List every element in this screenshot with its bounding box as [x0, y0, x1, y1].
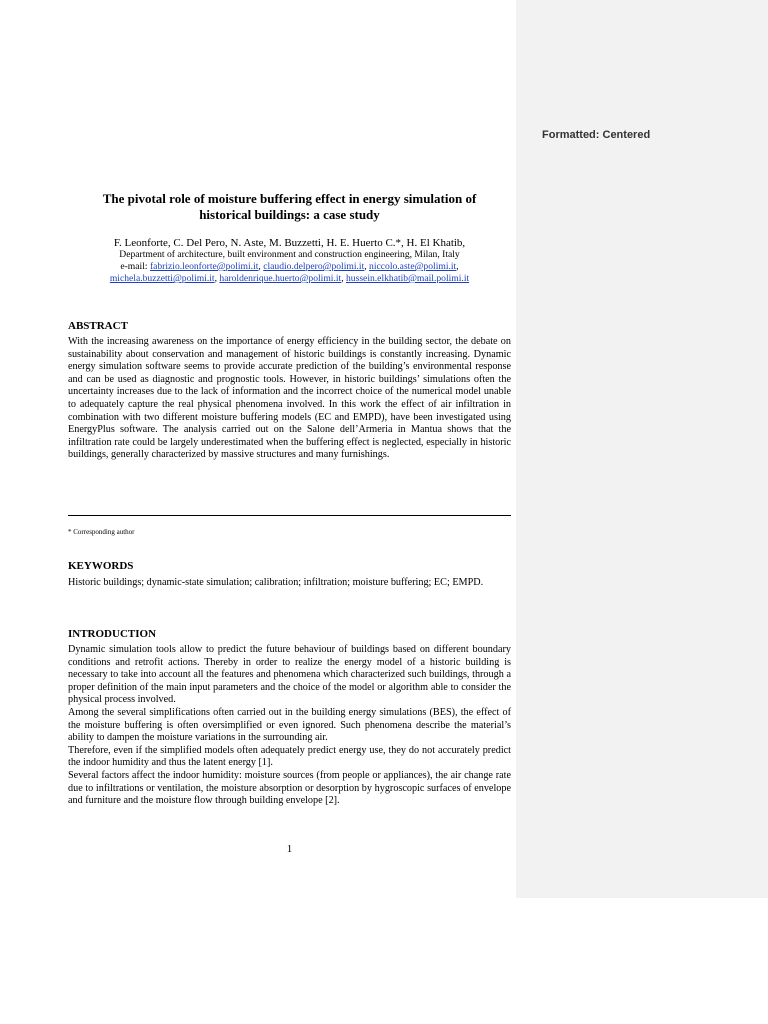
email-line-1: e-mail: fabrizio.leonforte@polimi.it, claudio.delpero@polimi.it, niccolo.aste@polimi.it, — [120, 261, 459, 272]
affiliation-block — [68, 249, 511, 285]
paper-title-line2: historical buildings: a case study — [199, 207, 380, 222]
email-link[interactable]: haroldenrique.huerto@polimi.it — [219, 273, 342, 284]
intro-paragraph: Dynamic simulation tools allow to predict the future behaviour of buildings based on different boundary conditions and retrofit actions. Thereby in order to realize the energy model of a historic building is necessary to take into account all the features and phenomena which characterized such buildings, through a proper definition of the main input parameters and the choice of the model or algorithm able to consider the physical process involved. — [68, 644, 511, 706]
email-line-2: michela.buzzetti@polimi.it, haroldenrique.huerto@polimi.it, hussein.elkhatib@mail.polimi.it — [109, 273, 470, 284]
intro-paragraph: Among the several simplifications often carried out in the building energy simulations (BES), the effect of the moisture buffering is often oversimplified or even ignored. Such phenomena describe the material’s ability to dampen the moisture variations in the surrounding air. — [68, 706, 511, 744]
footnote-separator — [68, 515, 511, 516]
email-link[interactable]: fabrizio.leonforte@polimi.it — [149, 261, 259, 272]
intro-paragraph: Several factors affect the indoor humidity: moisture sources (from people or appliances), the air change rate due to infiltrations or ventilation, the moisture absorption or desorption by hygroscopic surfaces of envelope and furniture and the moisture flow through building envelope [2]. — [68, 769, 511, 807]
page-number: 1 — [286, 843, 293, 855]
footnote: * Corresponding author — [68, 528, 135, 536]
introduction-heading: INTRODUCTION — [68, 628, 157, 640]
paper-title-line1: The pivotal role of moisture buffering effect in energy simulation of — [102, 191, 477, 206]
email-prefix: e-mail: — [120, 261, 148, 272]
keywords-text: Historic buildings; dynamic-state simulation; calibration; infiltration; moisture buffering; EC; EMPD. — [68, 577, 484, 588]
email-link[interactable]: niccolo.aste@polimi.it — [369, 261, 457, 272]
sidebar-bottom-blank — [516, 898, 768, 1024]
email-link[interactable]: michela.buzzetti@polimi.it — [109, 273, 215, 284]
paper-title — [68, 191, 511, 223]
author-list: F. Leonforte, C. Del Pero, N. Aste, M. Buzzetti, H. E. Huerto C.*, H. El Khatib, — [113, 237, 466, 249]
email-link[interactable]: claudio.delpero@polimi.it — [263, 261, 365, 272]
email-link[interactable]: hussein.elkhatib@mail.polimi.it — [346, 273, 470, 284]
introduction-body — [68, 644, 511, 808]
document-page — [68, 0, 511, 1024]
intro-paragraph: Therefore, even if the simplified models often adequately predict energy use, they do not accurately predict the indoor humidity and thus the latent energy [1]. — [68, 744, 511, 769]
formatting-comment-label: Formatted: Centered — [542, 129, 651, 141]
affiliation: Department of architecture, built environment and construction engineering, Milan, Italy — [119, 249, 460, 260]
abstract-heading: ABSTRACT — [68, 320, 128, 332]
keywords-heading: KEYWORDS — [68, 560, 134, 572]
abstract-text: With the increasing awareness on the importance of energy efficiency in the building sector, the debate on sustainability about conservation and management of historic buildings is constantly increasing. Dynamic energy simulation software seems to provide accurate prediction of the building’s environmental response and can be used as diagnostic and prognostic tools. However, in historic buildings’ simulations often the uncertainty increases due to the lack of information and the incorrect choice of the numerical model unable to adequately capture the real physical phenomena involved. In this work the effect of air infiltration in combination with two different moisture buffering models (EC and EMPD), have been investigated using EnergyPlus software. The analysis carried out on the Salone dell’Armeria in Mantua shows that the infiltration rate could be largely underestimated when the buffering effect is neglected, especially in historic buildings, generally characterized by massive structures and many furnishings. — [68, 336, 511, 461]
